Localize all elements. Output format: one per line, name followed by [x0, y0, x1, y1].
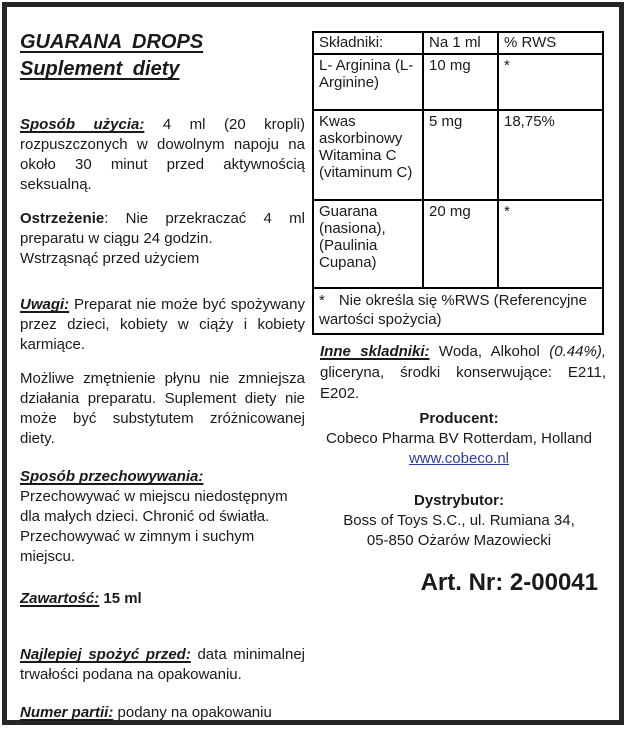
warning-paragraph — [20, 209, 305, 249]
producer-website-link[interactable] — [312, 449, 606, 469]
distributor-address-line2: 05-850 Ożarów Mazowiecki — [366, 532, 552, 549]
content-value: 15 ml — [99, 590, 142, 607]
ingredient-name: Kwas askorbinowy Witamina C (vitaminum C) — [313, 110, 423, 200]
ingredient-name: L- Arginina (L-Arginine) — [313, 54, 423, 110]
other-ingredients-heading: Inne skladniki: — [320, 343, 430, 360]
footnote-text: Nie określa się %RWS (Referencyjne wartości spożycia) — [319, 292, 587, 328]
cloudiness-paragraph: Możliwe zmętnienie płynu nie zmniejsza działania preparatu. Suplement diety nie może być substytutem zróżnicowanej diety. — [20, 370, 305, 447]
producer-heading: Producent: — [419, 410, 499, 427]
table-footnote-row — [313, 288, 603, 334]
distributor-address-line1: Boss of Toys S.C., ul. Rumiana 34, — [343, 512, 575, 529]
batch-heading: Numer partii: — [20, 704, 114, 721]
warning-text: : Nie przekraczać 4 ml preparatu w ciągu 24 godzin. — [20, 210, 305, 247]
producer-line: Cobeco Pharma BV Rotterdam, Holland — [326, 430, 592, 447]
best-before-text: data minimalnej trwałości podana na opakowaniu. — [20, 646, 305, 683]
ingredient-rws: 18,75% — [498, 110, 603, 200]
alcohol-percentage: (0.44%), — [549, 343, 606, 360]
storage-text: Przechowywać w miejscu niedostępnym dla małych dzieci. Chronić od światła. Przechowywać w zimnym i suchym miejscu. — [20, 488, 288, 565]
table-row — [313, 110, 603, 200]
best-before-heading: Najlepiej spożyć przed: — [20, 646, 191, 663]
warning-line2: Wstrząsnąć przed użyciem — [20, 250, 200, 267]
table-footnote — [313, 288, 603, 334]
storage-heading: Sposób przechowywania: — [20, 468, 204, 485]
other-ingredients-text: Woda, Alkohol — [429, 343, 550, 360]
distributor-heading: Dystrybutor: — [413, 492, 504, 509]
ingredient-rws: * — [498, 200, 603, 288]
table-row — [313, 54, 603, 110]
usage-paragraph — [20, 115, 305, 195]
ingredients-table — [312, 31, 604, 335]
product-subtitle: Suplement diety — [20, 58, 180, 80]
notes-paragraph — [20, 295, 305, 355]
header-na-1-ml: Na 1 ml — [423, 32, 498, 54]
table-header-row — [313, 32, 603, 54]
header-rws: % RWS — [498, 32, 603, 54]
footnote-star: * — [319, 292, 325, 309]
batch-text: podany na opakowaniu — [113, 704, 272, 721]
left-column — [20, 29, 305, 723]
website-url[interactable]: www.cobeco.nl — [408, 450, 510, 467]
header-skladniki: Składniki: — [313, 32, 423, 54]
table-row — [313, 200, 603, 288]
ingredient-amount: 20 mg — [423, 200, 498, 288]
product-title: GUARANA DROPS — [20, 31, 204, 53]
usage-text: 4 ml (20 kropli) rozpuszczonych w dowolnym napoju na około 30 minut przed aktywnością seksualną. — [20, 116, 305, 193]
ingredient-rws: * — [498, 54, 603, 110]
ingredient-amount: 10 mg — [423, 54, 498, 110]
article-number: Art. Nr: 2-00041 — [420, 569, 598, 596]
usage-heading: Sposób użycia: — [20, 116, 145, 133]
best-before-paragraph — [20, 645, 305, 685]
warning-heading: Ostrzeżenie — [20, 210, 105, 227]
ingredient-name: Guarana (nasiona), (Paulinia Cupana) — [313, 200, 423, 288]
batch-paragraph — [20, 703, 305, 723]
ingredient-amount: 5 mg — [423, 110, 498, 200]
notes-text: Preparat nie może być spożywany przez dzieci, kobiety w ciąży i kobiety karmiące. — [20, 296, 305, 353]
content-paragraph — [20, 589, 305, 609]
other-ingredients-paragraph — [312, 341, 606, 404]
content-heading: Zawartość: — [20, 590, 100, 607]
label-frame — [2, 2, 624, 725]
right-column — [312, 31, 606, 597]
notes-heading: Uwagi: — [20, 296, 70, 313]
other-ingredients-text2: gliceryna, środki konserwujące: E211, E202. — [320, 364, 606, 402]
